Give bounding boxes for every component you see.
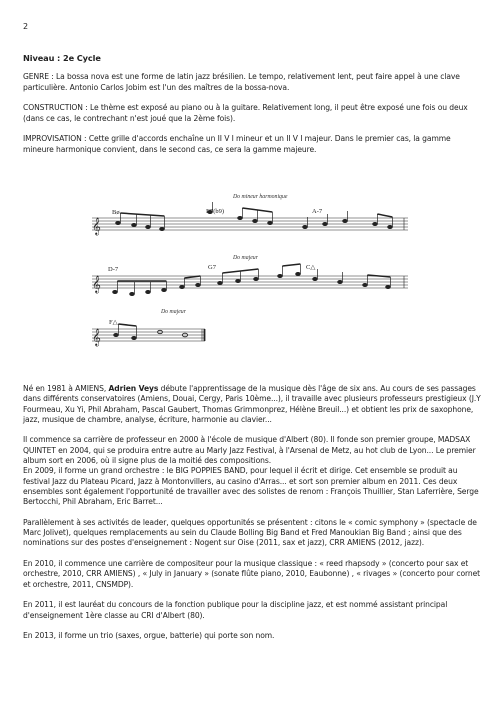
improvisation-paragraph: IMPROVISATION : Cette grille d'accords enchaîne un II V I mineur et un II V I majeur. Dans le premier cas, la gamme mineure harmonique convient, dans le second cas, ce sera la gamme majeure. bbox=[23, 134, 451, 154]
treble-clef-icon: 𝄞 bbox=[92, 328, 101, 346]
chord-symbol: E7(b9) bbox=[206, 208, 225, 215]
staff-3 bbox=[92, 329, 205, 341]
music-score bbox=[90, 190, 410, 355]
score-label-major-2: Do majeur bbox=[161, 309, 186, 315]
bio-paragraph-2: Il commence sa carrière de professeur en 2000 à l'école de musique d'Albert (80). Il fonde son premier groupe, MADSAX QUINTET en 2004, qui se produira entre autre au Marly Jazz Festival, à l'Arsenal de Metz, au hot club de Lyon... Le premier album sort en 2006, où il signe plus de la moitié des compositions. bbox=[23, 435, 476, 466]
bio-paragraph-2b: En 2009, il forme un grand orchestre : le BIG POPPIES BAND, pour lequel il écrit et dirige. Cet ensemble se produit au festival Jazz du Plateau Picard, Jazz à Montonvillers, au casino d'Arras... et sort son premier album en 2011. Ces deux ensembles sont également l'opportunité de travailler avec des solistes de renom : François Thuillier, Stan Laferrière, Serge Bertocchi, Phil Abraham, Eric Barret... bbox=[23, 466, 479, 507]
bio-paragraph-3: Parallèlement à ses activités de leader, quelques opportunités se présentent : citons le « comic symphony » (spectacle de Marc Jolivet), quelques remplacements au sein du Claude Bolling Big Band et Fred Manoukian Big Band ; ainsi que des nominations sur des postes d'enseignement : Nogent sur Oise (2011, sax et jazz), CRR AMIENS (2012, jazz). bbox=[23, 517, 477, 548]
treble-clef-icon: 𝄞 bbox=[92, 217, 101, 235]
lesson-text bbox=[23, 53, 483, 166]
page-number: 2 bbox=[23, 22, 29, 31]
chord-symbol: F△ bbox=[109, 319, 118, 326]
staff-2 bbox=[92, 276, 408, 288]
bio-paragraph-1: Né en 1981 à AMIENS, Adrien Veys débute l'apprentissage de la musique dès l'âge de six ans. Au cours de ses passages dans différents conservatoires (Amiens, Douai, Cergy, Paris 10ème...), il travaille avec plusieurs professeurs prestigieux (J.Y Fourmeau, Xu Yi, Phil Abraham, Pascal Gaubert, Thomas Grimmonprez, Hélène Breuil...) et obtient les prix de saxophone, jazz, musique de chambre, analyse, écriture, harmonie au clavier... bbox=[23, 384, 481, 424]
chord-symbol: C△ bbox=[306, 264, 316, 271]
construction-paragraph: CONSTRUCTION : Le thème est exposé au piano ou à la guitare. Relativement long, il peut être exposé une fois ou deux (dans ce cas, le contrechant n'est joué que la 2ème fois). bbox=[23, 103, 468, 123]
treble-clef-icon: 𝄞 bbox=[92, 275, 101, 293]
chord-symbol: D-7 bbox=[108, 266, 119, 273]
notes-staff-1 bbox=[116, 202, 393, 231]
biography bbox=[23, 384, 485, 652]
chord-symbol: A-7 bbox=[312, 208, 323, 215]
bio-paragraph-4: En 2010, il commence une carrière de compositeur pour la musique classique : « reed rhapsody » (concerto pour sax et orchestre, 2010, CRR AMIENS) , « July in January » (sonate flûte piano, 2010, Eaubonne) , « rivages » (concerto pour cornet et orchestre, 2011, CNSMDP). bbox=[23, 559, 481, 589]
notes-staff-2 bbox=[113, 264, 391, 296]
staff-1 bbox=[92, 218, 408, 230]
score-label-major: Do majeur bbox=[233, 255, 258, 261]
chord-symbol: G7 bbox=[208, 264, 216, 271]
score-label-minor: Do mineur harmonique bbox=[233, 194, 288, 200]
level-heading: Niveau : 2e Cycle bbox=[23, 53, 101, 63]
artist-name: Adrien Veys bbox=[108, 384, 159, 393]
chord-symbol: Bø bbox=[112, 209, 120, 216]
genre-paragraph: GENRE : La bossa nova est une forme de latin jazz brésilien. Le tempo, relativement lent, peut faire appel à une clave particulière. Antonio Carlos Jobim est l'un des maîtres de la bossa-nova. bbox=[23, 72, 460, 92]
bio-paragraph-5: En 2011, il est lauréat du concours de la fonction publique pour la discipline jazz, et est nommé assistant principal d'enseignement 1ère classe au CRI d'Albert (80). bbox=[23, 600, 448, 620]
bio-paragraph-6: En 2013, il forme un trio (saxes, orgue, batterie) qui porte son nom. bbox=[23, 631, 275, 641]
